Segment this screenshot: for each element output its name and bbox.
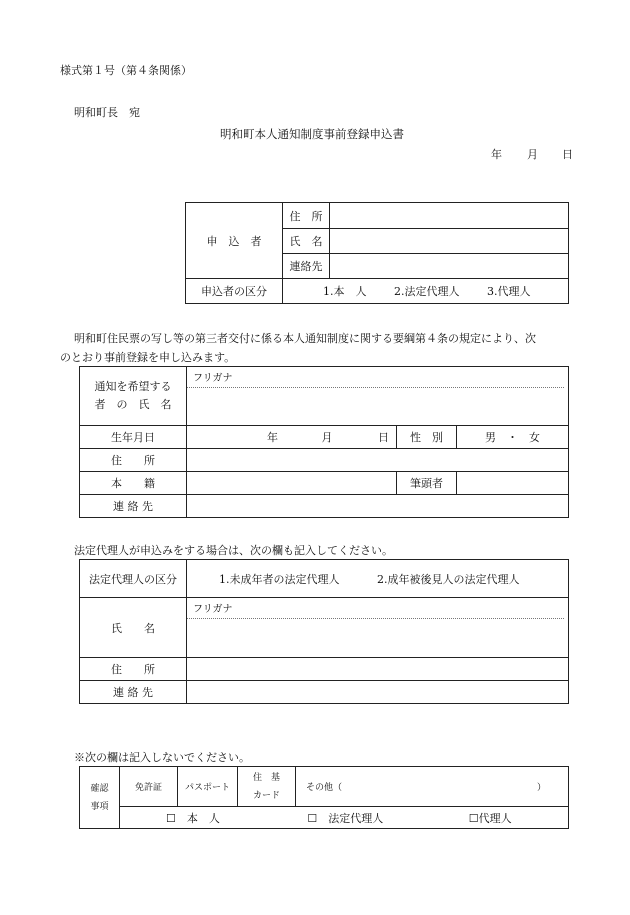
office-checks <box>120 807 569 829</box>
subject-address-field[interactable] <box>187 449 569 472</box>
license-cell: 免許証 <box>120 767 178 807</box>
subject-contact-label: 連 絡 先 <box>80 495 187 518</box>
resident-card-line1: 住 基 <box>252 772 280 783</box>
household-head-field[interactable] <box>457 472 569 495</box>
sex-options[interactable]: 男 ・ 女 <box>457 426 569 449</box>
passport-cell: パスポート <box>178 767 238 807</box>
applicant-name-field[interactable] <box>330 229 569 254</box>
applicant-category-options <box>283 279 569 304</box>
subject-name-field[interactable] <box>187 367 569 426</box>
household-head-label: 筆頭者 <box>397 472 457 495</box>
check-legal-rep[interactable]: ☐ 法定代理人 <box>307 811 384 825</box>
applicant-label: 申 込 者 <box>186 203 283 279</box>
page-title: 明和町本人通知制度事前登録申込書 <box>220 127 404 141</box>
subject-address-label: 住 所 <box>80 449 187 472</box>
addressee: 明和町長 宛 <box>74 106 140 119</box>
legal-rep-name-label: 氏 名 <box>80 598 187 658</box>
applicant-table <box>185 202 569 304</box>
intro-line-1: 明和町住民票の写し等の第三者交付に係る本人通知制度に関する要綱第４条の規定により、次 <box>74 332 536 345</box>
check-agent[interactable]: ☐代理人 <box>468 811 512 825</box>
confirm-label-line1: 確認 <box>90 783 109 794</box>
subject-contact-field[interactable] <box>187 495 569 518</box>
legal-rep-note: 法定代理人が申込みをする場合は、次の欄も記入してください。 <box>74 544 393 557</box>
applicant-address-label: 住 所 <box>283 203 330 229</box>
form-number: 様式第１号（第４条関係） <box>60 64 192 77</box>
legal-rep-table <box>79 559 569 704</box>
check-self[interactable]: ☐ 本 人 <box>166 811 220 825</box>
legal-rep-category-label: 法定代理人の区分 <box>80 560 187 598</box>
legal-rep-contact-label: 連 絡 先 <box>80 681 187 704</box>
applicant-name-label: 氏 名 <box>283 229 330 254</box>
subject-name-label-line2: 者 の 氏 名 <box>94 398 172 411</box>
legal-rep-address-field[interactable] <box>187 658 569 681</box>
date-month-label: 月 <box>527 148 538 161</box>
dob-label: 生年月日 <box>80 426 187 449</box>
legal-rep-category-options <box>187 560 569 598</box>
applicant-category-label: 申込者の区分 <box>186 279 283 304</box>
resident-card-cell <box>238 767 296 807</box>
category-option-self[interactable]: 1.本 人 <box>323 285 367 298</box>
other-label: その他（ <box>306 783 343 793</box>
applicant-contact-field[interactable] <box>330 254 569 279</box>
resident-card-line2: カード <box>252 790 280 801</box>
confirm-label <box>80 767 120 829</box>
date-year-label: 年 <box>491 148 502 161</box>
domicile-label: 本 籍 <box>80 472 187 495</box>
dob-field[interactable] <box>187 426 397 449</box>
confirm-label-line2: 事項 <box>90 801 109 812</box>
subject-table <box>79 366 569 518</box>
date-day-label: 日 <box>562 148 573 161</box>
category-option-agent[interactable]: 3.代理人 <box>487 285 531 298</box>
category-option-legal-rep[interactable]: 2.法定代理人 <box>394 285 460 298</box>
sex-label: 性 別 <box>397 426 457 449</box>
legal-rep-option-adult-ward[interactable]: 2.成年被後見人の法定代理人 <box>377 572 520 586</box>
subject-furigana-label: フリガナ <box>187 367 564 388</box>
subject-name-label <box>80 367 187 426</box>
applicant-contact-label: 連絡先 <box>283 254 330 279</box>
legal-rep-furigana-label: フリガナ <box>187 598 564 619</box>
applicant-address-field[interactable] <box>330 203 569 229</box>
other-close: ） <box>536 783 546 793</box>
legal-rep-name-field[interactable] <box>187 598 569 658</box>
office-note: ※次の欄は記入しないでください。 <box>74 751 250 764</box>
legal-rep-address-label: 住 所 <box>80 658 187 681</box>
dob-year: 年 <box>267 431 278 444</box>
dob-month: 月 <box>321 431 333 444</box>
domicile-field[interactable] <box>187 472 397 495</box>
subject-name-label-line1: 通知を希望する <box>94 380 172 393</box>
legal-rep-contact-field[interactable] <box>187 681 569 704</box>
dob-day: 日 <box>378 431 389 444</box>
office-table <box>79 766 569 829</box>
intro-line-2: のとおり事前登録を申し込みます。 <box>60 351 236 364</box>
legal-rep-option-minor[interactable]: 1.未成年者の法定代理人 <box>219 572 340 586</box>
other-cell <box>296 767 569 807</box>
